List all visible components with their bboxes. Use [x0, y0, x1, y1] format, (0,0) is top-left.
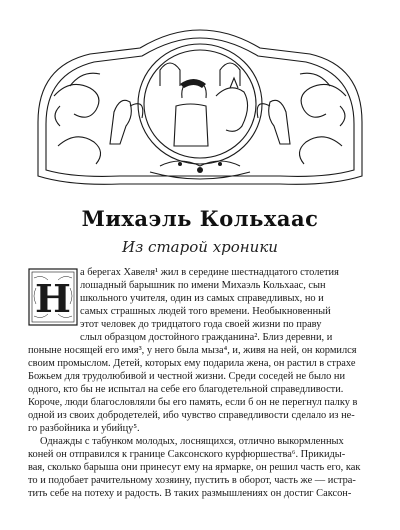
text-line: лошадный барышник по имени Михаэль Кольхаас, сын	[80, 280, 326, 291]
text-line: этот человек до тридцатого года своей жизни по праву	[80, 319, 322, 330]
text-line: своим промыслом. Детей, которых ему подарила жена, он растил в страхе	[28, 358, 356, 369]
text-line: самых страшных людей того времени. Необыкновенный	[80, 306, 331, 317]
text-line: Короче, люди благословляли бы его память, если б он не перегнул палку в	[28, 397, 358, 408]
page-title: Михаэль Кольхаас	[81, 206, 319, 231]
text-line: одного, кто бы не испытал на себе его благодетельной справедливости.	[28, 384, 344, 395]
text-line: Божьем для трудолюбивой и честной жизни. Среди соседей не было ни	[28, 371, 346, 382]
text-line: слыл образцом достойного гражданина². Близ деревни, и	[80, 332, 333, 343]
text-line: а берегах Хавеля¹ жил в середине шестнадцатого столетия	[80, 267, 339, 278]
page-subtitle: Из старой хроники	[122, 238, 278, 256]
text-line: школьного учителя, один из самых справедливых, но и	[80, 293, 324, 304]
text-line: Однажды с табунком молодых, лоснящихся, отлично выкормленных	[40, 436, 344, 447]
text-line: тить себе на потеху и радость. В таких размышлениях он достиг Саксон-	[28, 488, 352, 499]
text-line: то и подобает рачительному хозяину, пустить в оборот, часть же — истра-	[28, 475, 356, 486]
body-text	[28, 266, 376, 500]
text-line: одной из своих добродетелей, ибо чувство справедливости сделало из не-	[28, 410, 355, 421]
text-line: го разбойника и убийцу⁵.	[28, 423, 140, 434]
dropcap-letter: Н	[35, 276, 71, 321]
ornamental-header-illustration-icon	[30, 26, 370, 198]
text-line: коней он отправился к границе Саксонского курфюршества⁶. Прикиды-	[28, 449, 346, 460]
text-line: поныне носящей его имя³, у него была мыза⁴, и, живя на ней, он кормился	[28, 345, 357, 356]
text-line: вая, сколько барыша они принесут ему на ярмарке, он решил часть его, как	[28, 462, 361, 473]
